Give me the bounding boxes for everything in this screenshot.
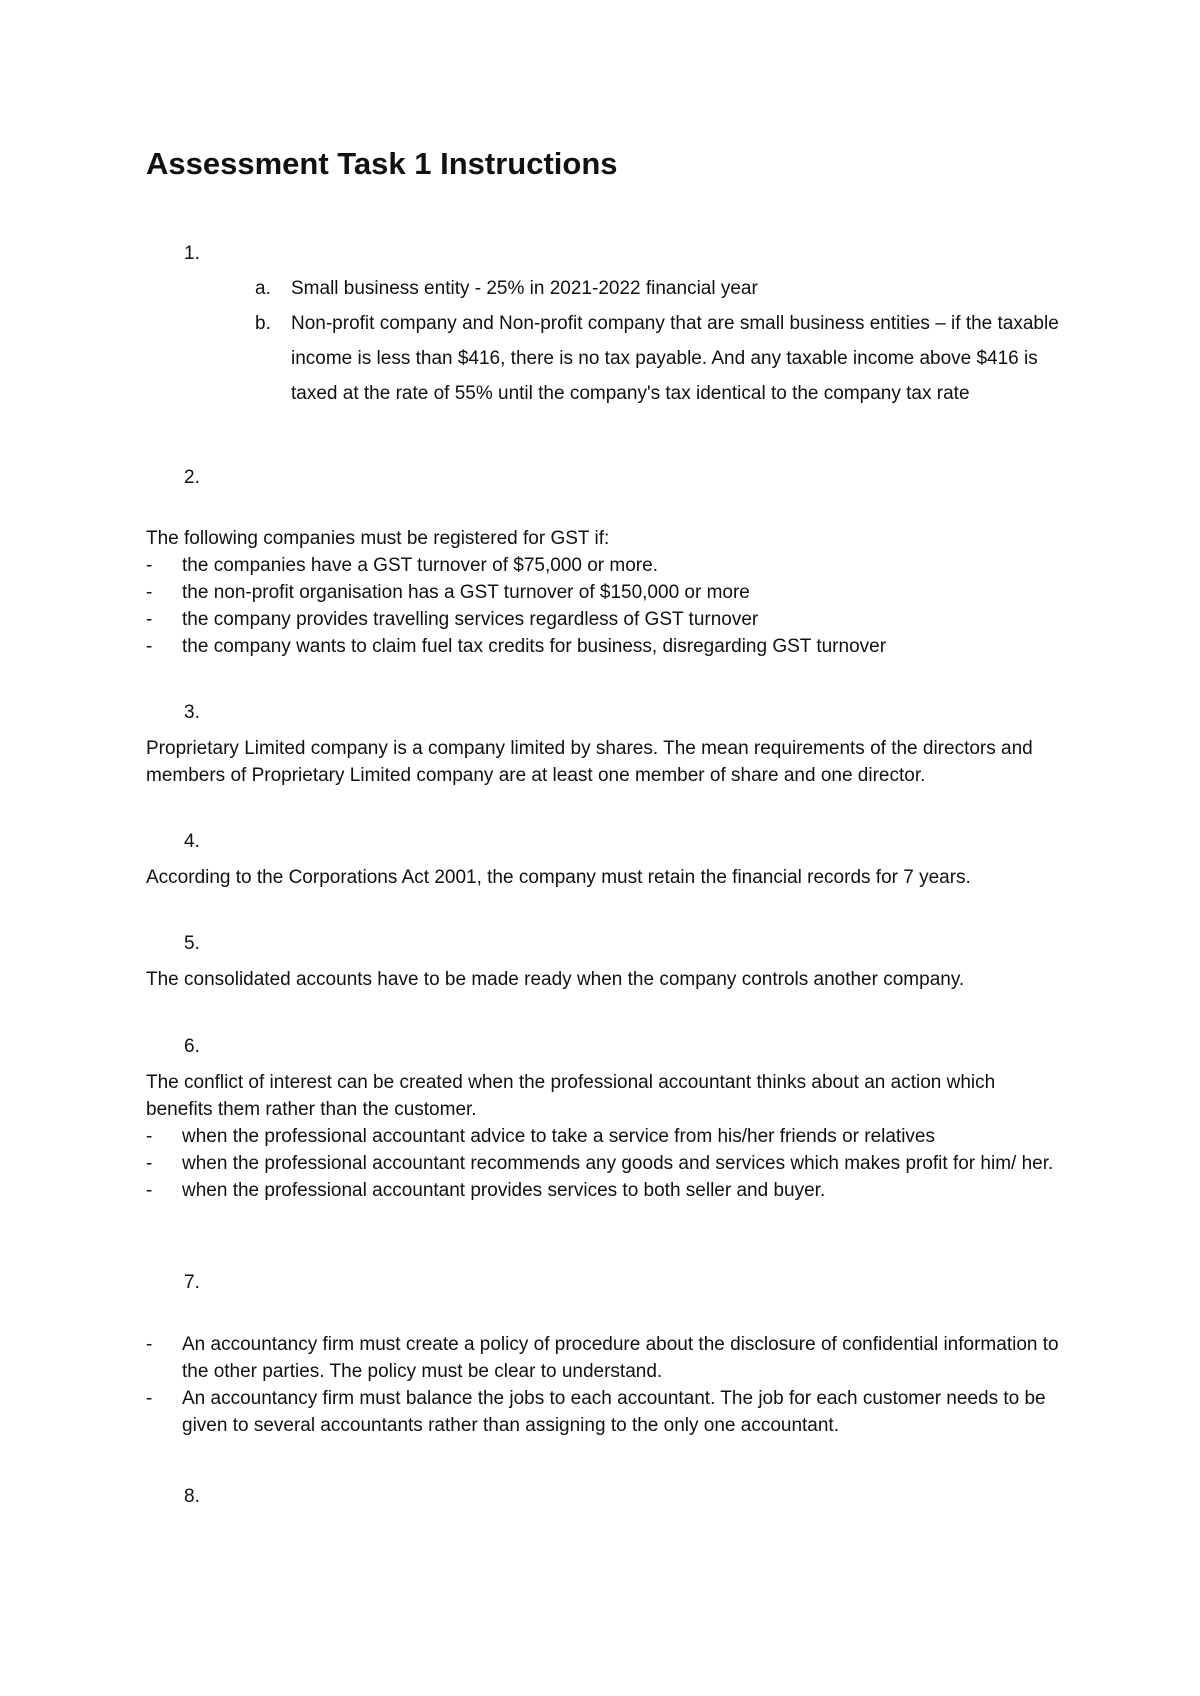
question-4-text: According to the Corporations Act 2001, the company must retain the financial records for 7 years. — [146, 867, 971, 888]
question-5-text: The consolidated accounts have to be made ready when the company controls another company. — [146, 969, 965, 990]
page-title: Assessment Task 1 Instructions — [146, 146, 618, 181]
bullet: - — [146, 582, 153, 603]
question-1-item-b — [255, 306, 1075, 411]
list-item-text: when the professional accountant provides services to both seller and buyer. — [182, 1180, 826, 1201]
question-1-item-a — [255, 271, 1075, 306]
question-4-number: 4. — [184, 831, 200, 852]
list-item — [146, 1150, 1066, 1177]
list-item-text: An accountancy firm must create a policy of procedure about the disclosure of confidential information to the other parties. The policy must be clear to understand. — [182, 1334, 1059, 1382]
list-item — [146, 1331, 1066, 1385]
item-text: Small business entity - 25% in 2021-2022 financial year — [291, 278, 758, 299]
bullet: - — [146, 1153, 153, 1174]
list-item-text: when the professional accountant recommends any goods and services which makes profit for him/ her. — [182, 1153, 1054, 1174]
list-item-text: the companies have a GST turnover of $75,000 or more. — [182, 555, 658, 576]
question-5-number: 5. — [184, 933, 200, 954]
question-6-intro: The conflict of interest can be created when the professional accountant thinks about an action which benefits them rather than the customer. — [146, 1072, 996, 1120]
question-7-list — [146, 1331, 1066, 1439]
question-7-number: 7. — [184, 1272, 200, 1293]
item-letter: a. — [255, 278, 271, 299]
list-item — [146, 579, 1066, 606]
item-letter: b. — [255, 313, 271, 334]
question-6-list — [146, 1123, 1066, 1204]
question-3-text: Proprietary Limited company is a company limited by shares. The mean requirements of the directors and members of Proprietary Limited company are at least one member of share and one director. — [146, 738, 1033, 786]
list-item — [146, 633, 1066, 660]
list-item — [146, 1123, 1066, 1150]
bullet: - — [146, 1126, 153, 1147]
question-2-intro: The following companies must be registered for GST if: — [146, 528, 610, 549]
list-item — [146, 1385, 1066, 1439]
bullet: - — [146, 609, 153, 630]
list-item — [146, 552, 1066, 579]
question-2-list — [146, 552, 1066, 660]
bullet: - — [146, 1388, 153, 1409]
list-item-text: the non-profit organisation has a GST turnover of $150,000 or more — [182, 582, 750, 603]
bullet: - — [146, 1334, 153, 1355]
list-item — [146, 606, 1066, 633]
list-item-text: the company provides travelling services regardless of GST turnover — [182, 609, 759, 630]
question-2-number: 2. — [184, 467, 200, 488]
bullet: - — [146, 636, 153, 657]
bullet: - — [146, 1180, 153, 1201]
list-item — [146, 1177, 1066, 1204]
item-text: Non-profit company and Non-profit company that are small business entities – if the taxable income is less than $416, there is no tax payable. And any taxable income above $416 is taxed at the rate of 55% until the company's tax identical to the company tax rate — [291, 313, 1059, 404]
question-6-number: 6. — [184, 1036, 200, 1057]
list-item-text: the company wants to claim fuel tax credits for business, disregarding GST turnover — [182, 636, 887, 657]
question-8-number: 8. — [184, 1486, 200, 1507]
question-3-number: 3. — [184, 702, 200, 723]
list-item-text: when the professional accountant advice to take a service from his/her friends or relatives — [182, 1126, 935, 1147]
list-item-text: An accountancy firm must balance the jobs to each accountant. The job for each customer needs to be given to several accountants rather than assigning to the only one accountant. — [182, 1388, 1046, 1436]
question-1-number: 1. — [184, 243, 200, 264]
bullet: - — [146, 555, 153, 576]
